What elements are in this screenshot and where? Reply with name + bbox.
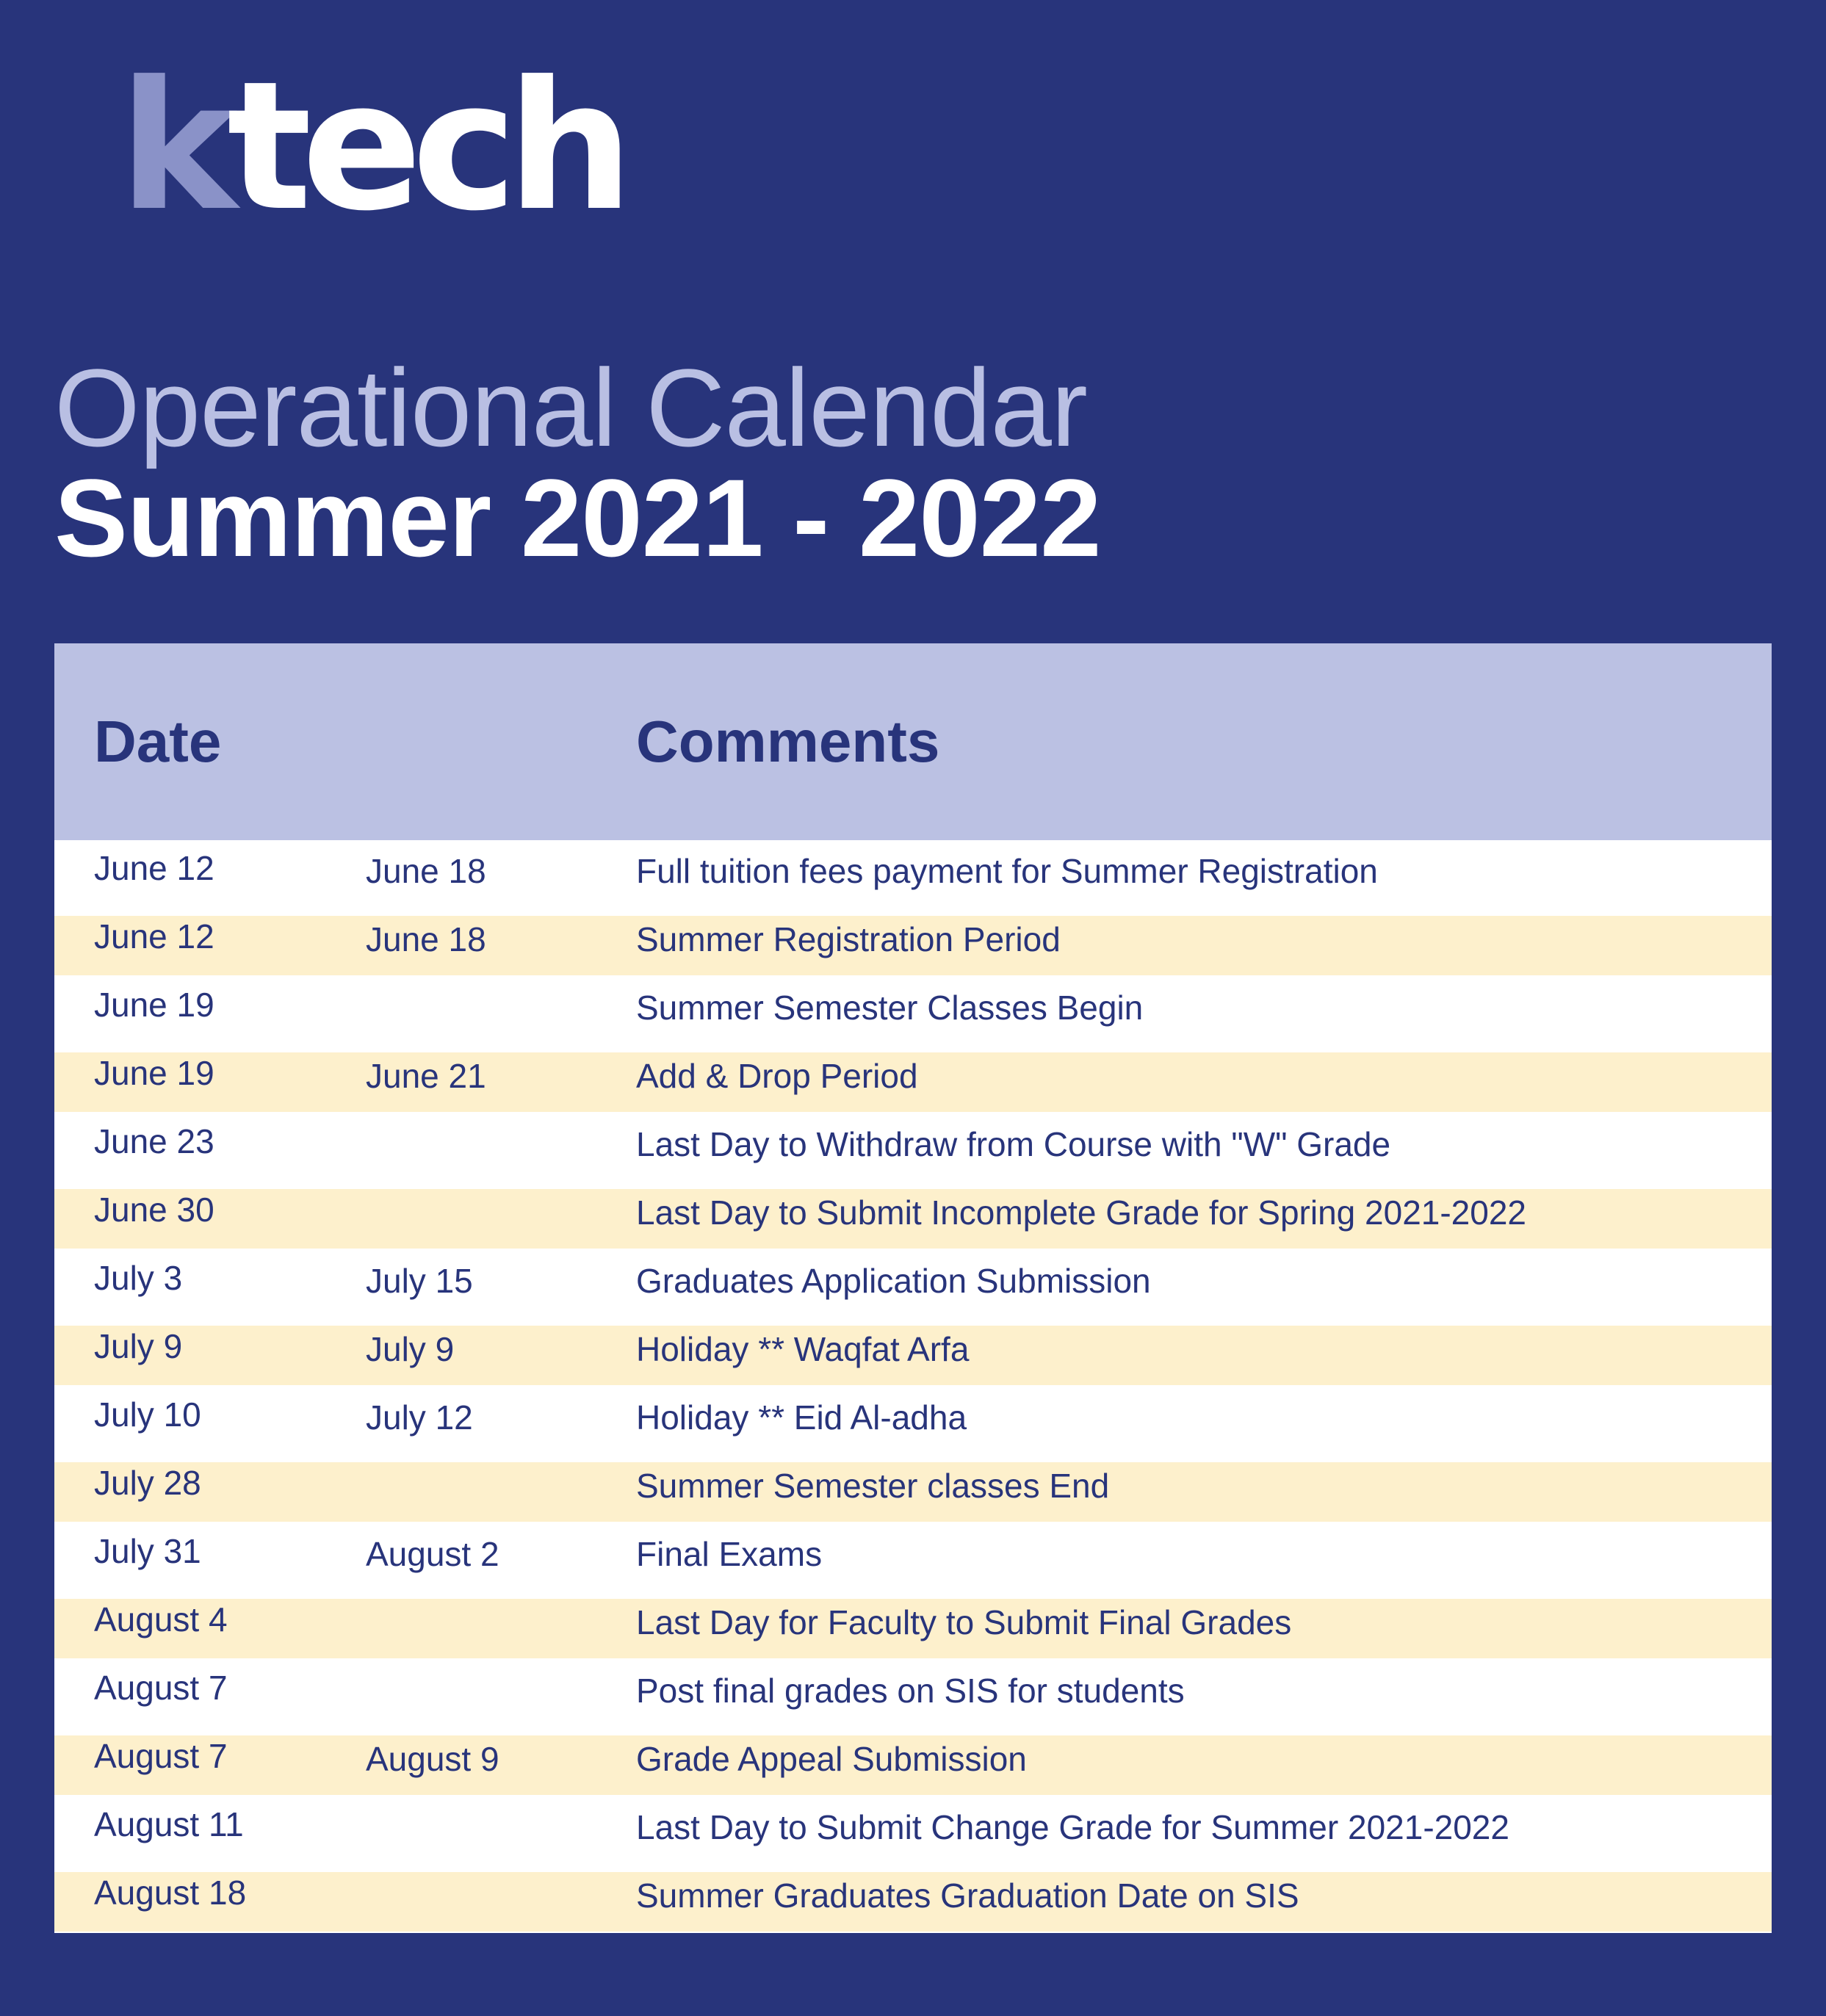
start-date: June 12: [94, 917, 214, 955]
comment: Last Day for Faculty to Submit Final Grades: [636, 1603, 1292, 1641]
end-date: June 18: [366, 852, 486, 890]
end-date: July 15: [366, 1262, 473, 1300]
end-date: August 9: [366, 1740, 499, 1778]
start-date: June 23: [94, 1122, 214, 1160]
start-date: August 7: [94, 1737, 228, 1775]
start-date: August 11: [94, 1805, 244, 1843]
comment: Summer Semester classes End: [636, 1467, 1110, 1505]
end-date: August 2: [366, 1535, 499, 1573]
comment: Holiday ** Eid Al-adha: [636, 1398, 967, 1437]
start-date: June 30: [94, 1191, 214, 1229]
end-date: June 21: [366, 1057, 486, 1095]
comment: Last Day to Submit Change Grade for Summer 2021-2022: [636, 1808, 1509, 1846]
start-date: June 12: [94, 849, 214, 887]
table-body: [54, 840, 1772, 1933]
start-date: July 31: [94, 1532, 201, 1570]
table-row: [54, 1113, 1772, 1182]
header-comments: Comments: [636, 709, 940, 774]
comment: Graduates Application Submission: [636, 1262, 1151, 1300]
table-row: [54, 1318, 1772, 1387]
comment: Summer Registration Period: [636, 920, 1061, 958]
end-date: July 9: [366, 1330, 455, 1368]
start-date: July 28: [94, 1464, 201, 1502]
table-row: [54, 1045, 1772, 1113]
header-date: Date: [94, 709, 222, 774]
start-date: July 3: [94, 1259, 183, 1297]
logo-tech: tech: [226, 43, 624, 250]
comment: Grade Appeal Submission: [636, 1740, 1027, 1778]
comment: Last Day to Submit Incomplete Grade for Spring 2021-2022: [636, 1193, 1527, 1232]
end-date: June 18: [366, 920, 486, 958]
comment: Add & Drop Period: [636, 1057, 918, 1095]
comment: Last Day to Withdraw from Course with "W" Grade: [636, 1125, 1391, 1163]
table-row: [54, 1455, 1772, 1523]
table-row: [54, 908, 1772, 977]
table-header: [54, 643, 1772, 840]
start-date: June 19: [94, 986, 214, 1024]
page-title: Operational Calendar: [54, 346, 1087, 469]
page-subtitle: Summer 2021 - 2022: [54, 456, 1101, 579]
start-date: June 19: [94, 1054, 214, 1092]
calendar-table: [54, 643, 1772, 1933]
end-date: July 12: [366, 1398, 473, 1437]
ktech-logo: [119, 43, 624, 250]
comment: Summer Graduates Graduation Date on SIS: [636, 1876, 1299, 1915]
table-row: [54, 1796, 1772, 1865]
table-row: [54, 1250, 1772, 1318]
comment: Post final grades on SIS for students: [636, 1672, 1185, 1710]
table-row: [54, 1865, 1772, 1933]
comment: Final Exams: [636, 1535, 823, 1573]
table-row: [54, 840, 1772, 908]
table-row: [54, 1182, 1772, 1250]
comment: Summer Semester Classes Begin: [636, 989, 1144, 1027]
table-row: [54, 1592, 1772, 1660]
start-date: July 10: [94, 1395, 201, 1434]
table-row: [54, 1387, 1772, 1455]
comment: Holiday ** Waqfat Arfa: [636, 1330, 970, 1368]
start-date: August 4: [94, 1600, 228, 1639]
start-date: August 7: [94, 1669, 228, 1707]
start-date: July 9: [94, 1327, 183, 1365]
table-row: [54, 1728, 1772, 1796]
table-row: [54, 1660, 1772, 1728]
comment: Full tuition fees payment for Summer Registration: [636, 852, 1378, 890]
start-date: August 18: [94, 1874, 247, 1912]
logo-k: k: [119, 43, 227, 250]
table-row: [54, 977, 1772, 1045]
row-background: [54, 1523, 1772, 1592]
table-row: [54, 1523, 1772, 1592]
